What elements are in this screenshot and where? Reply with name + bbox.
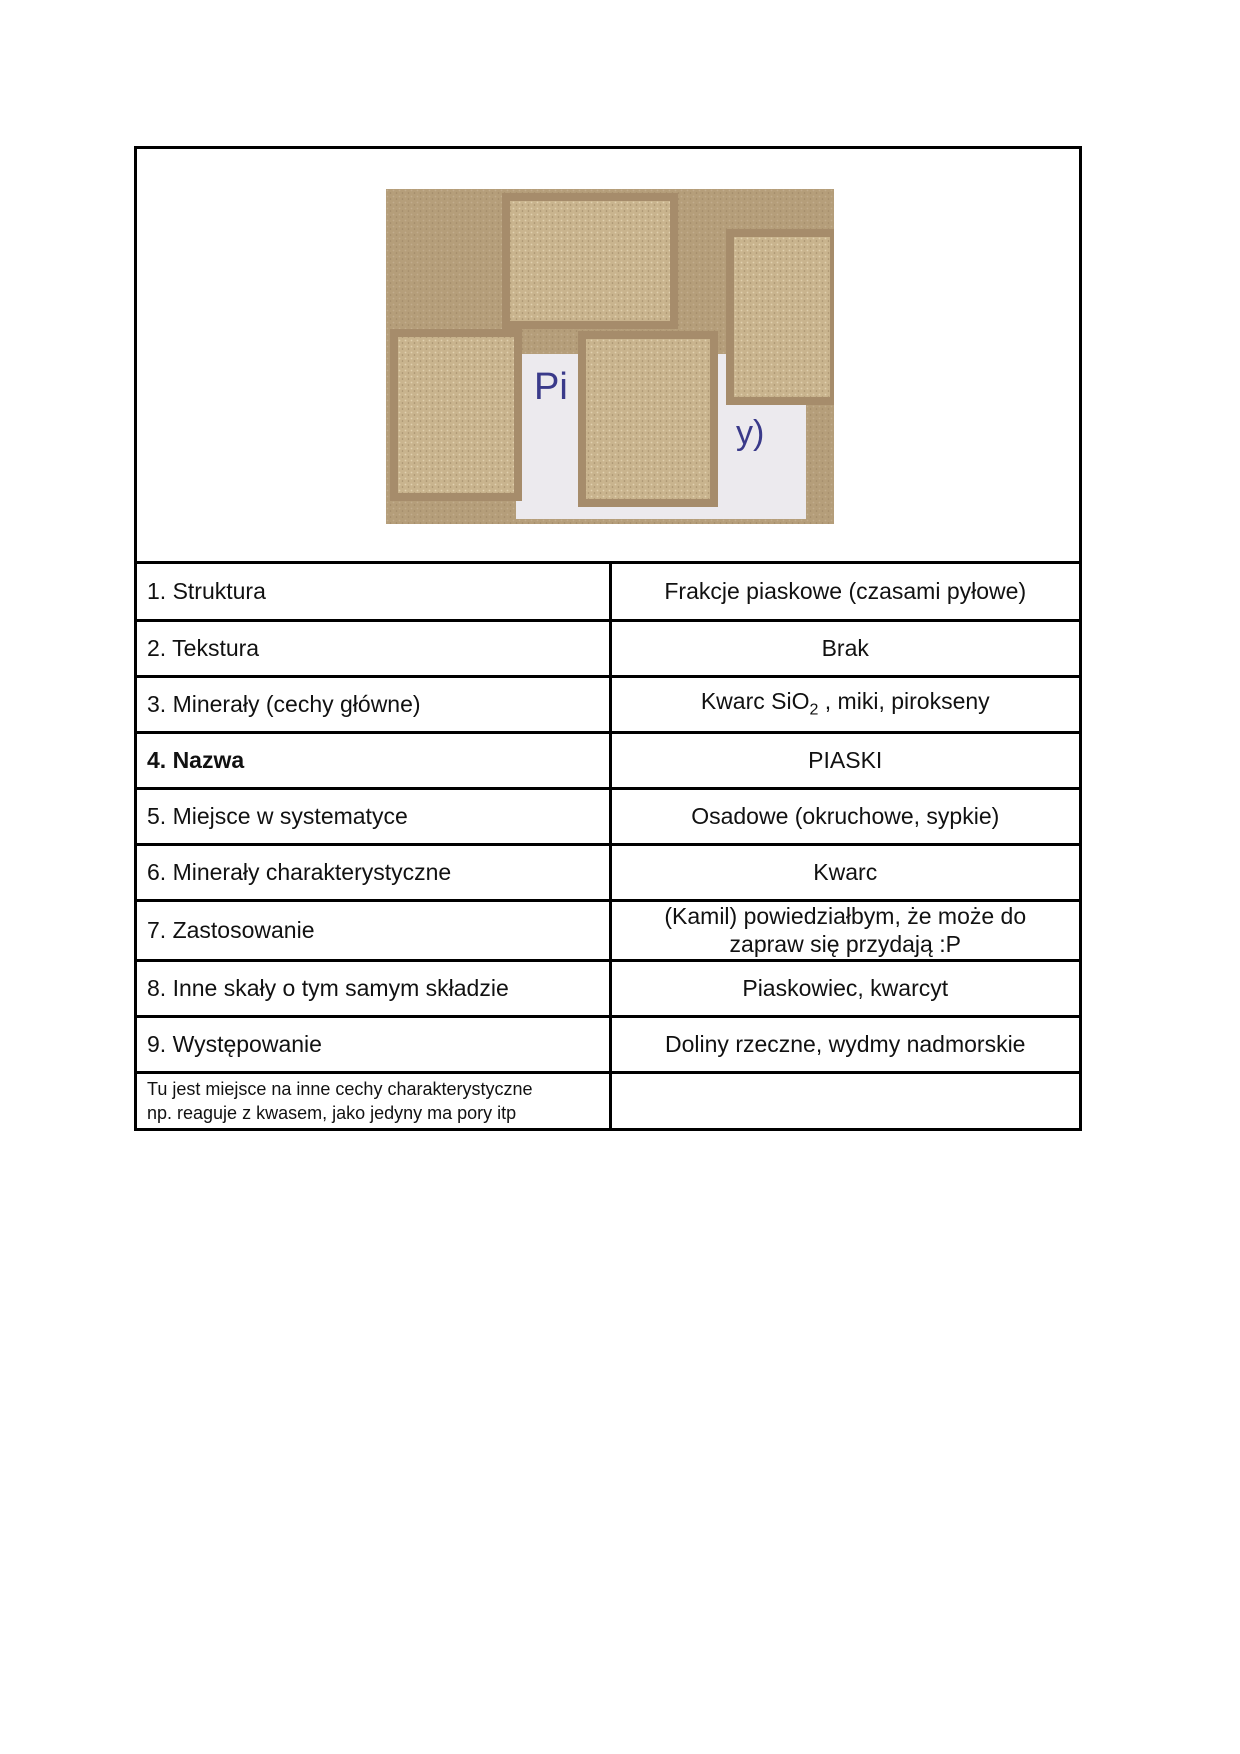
properties-table: [137, 564, 1079, 1128]
sample-box-left: [390, 329, 522, 501]
row-label: 9. Występowanie: [137, 1016, 610, 1072]
sample-box-middle: [578, 331, 718, 507]
sand-samples-photo: [386, 189, 834, 524]
row-label: 8. Inne skały o tym samym składzie: [137, 960, 610, 1016]
table-row: [137, 676, 1079, 732]
photo-cell: [137, 149, 1079, 564]
rock-description-sheet: [134, 146, 1082, 1131]
row-value: [610, 676, 1079, 732]
row-label: 5. Miejsce w systematyce: [137, 788, 610, 844]
row-value: [610, 900, 1079, 960]
note-text: [137, 1072, 610, 1128]
note-row: [137, 1072, 1079, 1128]
row-label: 6. Minerały charakterystyczne: [137, 844, 610, 900]
table-row: [137, 1016, 1079, 1072]
table-row: [137, 620, 1079, 676]
table-row: [137, 732, 1079, 788]
table-row: [137, 564, 1079, 620]
row-value: Frakcje piaskowe (czasami pyłowe): [610, 564, 1079, 620]
row-value: Kwarc: [610, 844, 1079, 900]
row-label: 3. Minerały (cechy główne): [137, 676, 610, 732]
table-row: [137, 960, 1079, 1016]
value-suffix: , miki, pirokseny: [818, 688, 990, 715]
table-row: [137, 844, 1079, 900]
sample-box-top: [502, 193, 678, 329]
row-value: Osadowe (okruchowe, sypkie): [610, 788, 1079, 844]
row-value: Piaskowiec, kwarcyt: [610, 960, 1079, 1016]
value-line-1: (Kamil) powiedziałbym, że może do: [664, 903, 1027, 929]
label-text-2: y): [736, 414, 765, 452]
row-value: PIASKI: [610, 732, 1079, 788]
sample-box-right: [726, 229, 834, 405]
row-label: 2. Tekstura: [137, 620, 610, 676]
row-value: Brak: [610, 620, 1079, 676]
table-row: [137, 900, 1079, 960]
note-line-1: Tu jest miejsce na inne cechy charakterystyczne: [147, 1078, 533, 1099]
row-label: 4. Nazwa: [137, 732, 610, 788]
value-line-2: zapraw się przydają :P: [729, 931, 961, 957]
row-label: 1. Struktura: [137, 564, 610, 620]
note-line-2: np. reaguje z kwasem, jako jedyny ma pory itp: [147, 1102, 517, 1123]
label-text-1: Pi: [534, 366, 568, 408]
row-value: Doliny rzeczne, wydmy nadmorskie: [610, 1016, 1079, 1072]
value-subscript: 2: [809, 701, 819, 719]
table-row: [137, 788, 1079, 844]
row-label: 7. Zastosowanie: [137, 900, 610, 960]
value-prefix: Kwarc SiO: [700, 688, 810, 715]
note-value: [610, 1072, 1079, 1128]
